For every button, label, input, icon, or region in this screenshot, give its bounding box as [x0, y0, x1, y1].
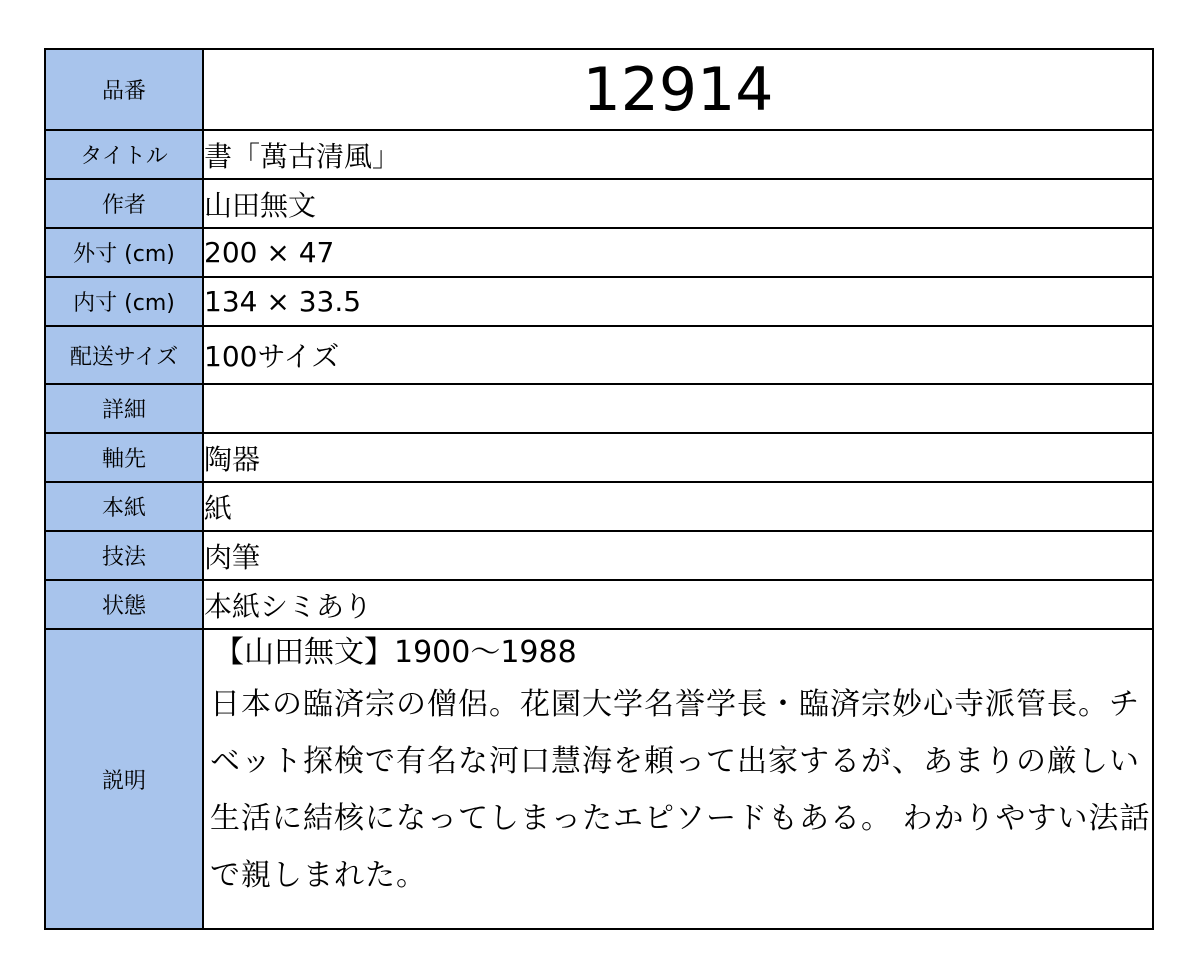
row-author: [45, 179, 1153, 228]
label-paper: 本紙: [45, 482, 203, 531]
row-title: [45, 130, 1153, 179]
label-condition: 状態: [45, 580, 203, 629]
label-title: タイトル: [45, 130, 203, 179]
row-paper: [45, 482, 1153, 531]
label-item-number: 品番: [45, 49, 203, 130]
value-shipping-size: 100サイズ: [203, 326, 1153, 384]
row-inner-size: [45, 277, 1153, 326]
value-condition: 本紙シミあり: [203, 580, 1153, 629]
label-author: 作者: [45, 179, 203, 228]
row-condition: [45, 580, 1153, 629]
label-details: 詳細: [45, 384, 203, 433]
description-heading: 【山田無文】1900〜1988: [214, 635, 577, 670]
row-item-number: [45, 49, 1153, 130]
value-author: 山田無文: [203, 179, 1153, 228]
description-body: 日本の臨済宗の僧侶。花園大学名誉学長・臨済宗妙心寺派管長。チベット探検で有名な河口慧海を頼って出家するが、あまりの厳しい生活に結核になってしまったエピソードもある。 わかりやすい法話で親しまれた。: [210, 687, 1151, 893]
label-outer-size: 外寸 (cm): [45, 228, 203, 277]
value-description: [203, 629, 1153, 929]
value-inner-size: 134 × 33.5: [203, 277, 1153, 326]
row-shipping-size: [45, 326, 1153, 384]
value-paper: 紙: [203, 482, 1153, 531]
label-technique: 技法: [45, 531, 203, 580]
row-technique: [45, 531, 1153, 580]
value-item-number: 12914: [203, 49, 1153, 130]
item-spec-table: [44, 48, 1154, 930]
row-outer-size: [45, 228, 1153, 277]
row-roller-ends: [45, 433, 1153, 482]
value-technique: 肉筆: [203, 531, 1153, 580]
label-shipping-size: 配送サイズ: [45, 326, 203, 384]
row-description: [45, 629, 1153, 929]
label-inner-size: 内寸 (cm): [45, 277, 203, 326]
value-details: [203, 384, 1153, 433]
value-roller-ends: 陶器: [203, 433, 1153, 482]
label-roller-ends: 軸先: [45, 433, 203, 482]
label-description: 説明: [45, 629, 203, 929]
value-outer-size: 200 × 47: [203, 228, 1153, 277]
row-details: [45, 384, 1153, 433]
value-title: 書「萬古清風」: [203, 130, 1153, 179]
